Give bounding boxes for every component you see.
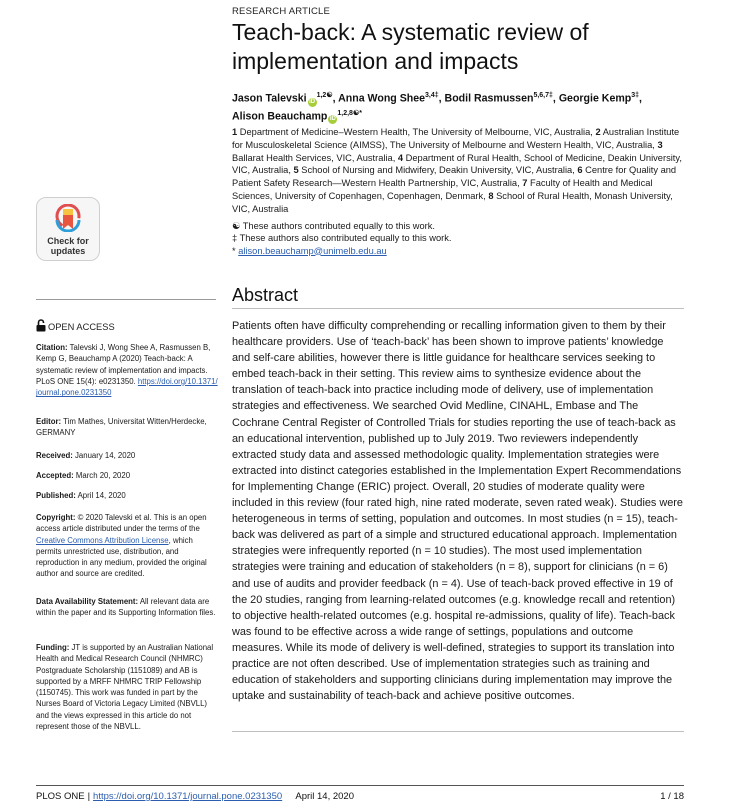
equal-contribution-note: ☯ These authors contributed equally to this work. xyxy=(232,221,435,231)
editor-block xyxy=(36,416,218,439)
footer-separator: | xyxy=(87,791,91,802)
published-date: April 14, 2020 xyxy=(77,491,126,500)
also-equal-note: ‡ These authors also contributed equally to this work. xyxy=(232,233,452,244)
affil-text: Department of Medicine–Western Health, The University of Melbourne, VIC, Australia, xyxy=(239,127,593,137)
footer-doi-link[interactable]: https://doi.org/10.1371/journal.pone.0231350 xyxy=(93,791,283,802)
bookmark-ribbon-icon xyxy=(54,204,82,232)
abstract-heading: Abstract xyxy=(232,285,299,305)
badge-line-2: updates xyxy=(50,246,86,256)
affil-text: School of Nursing and Midwifery, Deakin University, VIC, Australia, xyxy=(301,165,575,176)
open-access-label xyxy=(36,319,115,332)
accepted-date: March 20, 2020 xyxy=(75,471,131,480)
journal-name: PLOS ONE xyxy=(36,791,85,802)
data-availability-block xyxy=(36,596,218,619)
affil-num: 1 xyxy=(232,127,238,137)
author-affil-sup: 1,2☯ xyxy=(316,92,333,99)
affil-num: 3 xyxy=(657,139,663,150)
title-line-2: implementation and impacts xyxy=(232,48,519,74)
copyright-block xyxy=(36,512,218,580)
abstract-text: Patients often have difficulty comprehending or recalling information given to them by their healthcare providers. Use of ‘teach-back’ has been shown to improve patients’ knowledge and self-care abilities, however there is little guidance for healthcare services seeking to embed teach-back in their setting. This review aims to synthesize evidence about the translation of teach-back into practice including mode of delivery, use of implementation strategies and effectiveness. We searched Ovid Medline, CINAHL, Embase and The Cochrane Central Register of Controlled Trials for studies reporting the use of teach-back as an educational intervention, published up to July 2019. Two reviewers independently extracted study data and assessed methodologic quality. Implementation strategies were extracted into distinct categories established in the Implementation Expert Recommendations for Implementing Change (ERIC) project. Overall, 20 studies of moderate quality were included in this review (four rated high, nine rated moderate, seven rated weak). Studies were heterogeneous in terms of setting, population and outcomes. In most studies (n = 15), teach-back was delivered as part of a simple and structured educational approach. Implementation strategies were infrequently reported (n = 10 studies). The most used implementation strategies were training and education of stakeholders (n = 8), support for clinicians (n = 6) and use of audits and provider feedback (n = 4). Use of teach-back proved effective in 19 of the 20 studies, ranging from learning-related outcomes (e.g. knowledge recall and retention) to objective health-related outcomes (e.g. hospital re-admissions, quality of life). Teach-back was found to be effective across a wide range of settings, populations and outcome measures. While its mode of delivery is well-defined, strategies to support its translation into practice are not often described. Use of implementation strategies such as training and education of stakeholders and supporting clinicians during implementation may improve the uptake and sustainability of teach-back and achieve positive outcomes. xyxy=(232,320,683,703)
data-availability-label: Data Availability Statement: xyxy=(36,597,139,606)
affiliations xyxy=(232,126,684,216)
author-affil-sup: 3,4‡ xyxy=(425,92,439,99)
received-date: January 14, 2020 xyxy=(75,451,136,460)
article-type-label: RESEARCH ARTICLE xyxy=(232,6,331,17)
author-name[interactable]: Bodil Rasmussen xyxy=(444,92,534,105)
author-list: Jason Talevski $iD^{1,2☯}$, Anna Wong Shee$^{3,4\ddagger}$, Bodil Rasmussen$^{5,6,7\ddagger}$, Georgie Kemp$^{3\ddagger}$, Alison Beauchamp $iD^{1,2,8☯*}$ xyxy=(232,92,642,123)
received-block xyxy=(36,450,218,461)
check-for-updates-badge[interactable] xyxy=(36,197,100,261)
page-footer xyxy=(36,791,354,802)
received-label: Received: xyxy=(36,451,73,460)
corresponding-email-link[interactable]: alison.beauchamp@unimelb.edu.au xyxy=(238,245,387,256)
accepted-block xyxy=(36,470,218,481)
funding-label: Funding: xyxy=(36,643,70,652)
author-affil-sup: 1,2,8☯ xyxy=(337,109,360,117)
affil-text: Centre for Quality and Patient Safety Research—Western Health Partnership, VIC, Australia, xyxy=(232,165,677,189)
affil-text: Ballarat Health Services, VIC, Australia, xyxy=(232,152,396,163)
abstract-divider-bottom xyxy=(232,731,684,732)
author-name[interactable]: Georgie Kemp xyxy=(558,92,632,105)
accepted-label: Accepted: xyxy=(36,471,74,480)
author-affil-sup: 3‡ xyxy=(631,92,640,99)
orcid-icon[interactable]: iD xyxy=(309,98,316,105)
badge-line-1: Check for xyxy=(47,236,89,246)
article-title xyxy=(232,18,684,76)
editor-label: Editor: xyxy=(36,417,62,426)
editor-text: Tim Mathes, Universitat Witten/Herdecke, GERMANY xyxy=(36,417,207,438)
citation-label: Citation: xyxy=(36,343,68,352)
affil-num: 6 xyxy=(577,165,583,176)
copyright-text: © 2020 Talevski et al. This is an open access article distributed under the terms of the xyxy=(36,513,207,534)
funding-text: JT is supported by an Australian National Health and Medical Research Council (NHMRC) Postgraduate Scholarship (1151089) and AB is supported by a MRFF NHMRC TRIP Fellowship (1150745). This work was funded in part by the Nurses Board of Victoria Legacy Limited (NBVLL) and the views expressed in this article do not represent those of the NBVLL. xyxy=(36,643,214,732)
author-name[interactable]: Anna Wong Shee xyxy=(338,92,426,105)
sidebar-divider xyxy=(36,299,216,300)
copyright-label: Copyright: xyxy=(36,513,76,522)
author-notes xyxy=(232,220,684,257)
corresponding-mark: * xyxy=(232,245,239,256)
published-label: Published: xyxy=(36,491,76,500)
author-name[interactable]: Jason Talevski xyxy=(232,92,307,105)
footer-divider xyxy=(36,785,684,786)
title-line-1: Teach-back: A systematic review of xyxy=(232,19,589,45)
cc-license-link[interactable]: Creative Commons Attribution License xyxy=(36,535,169,545)
citation-block xyxy=(36,342,218,398)
corresponding-mark: * xyxy=(359,109,362,117)
citation-doi-link[interactable]: https://doi.org/10.1371/journal.pone.0231350 xyxy=(36,376,218,398)
corresponding-email-line xyxy=(232,245,684,257)
affil-text: Faculty of Health and Medical Sciences, University of Copenhagen, Copenhagen, Denmark, xyxy=(232,178,653,201)
affil-num: 4 xyxy=(397,152,404,163)
data-availability-text: All relevant data are within the paper and its Supporting Information files. xyxy=(36,597,216,618)
copyright-text-cont: , which permits unrestricted use, distribution, and reproduction in any medium, provided the original author and source are credited. xyxy=(36,535,207,579)
affil-num: 2 xyxy=(595,127,601,137)
affil-text: Australian Institute for Musculoskeletal Science (AIMSS), The University of Melbourne and Western Health, VIC, Australia, xyxy=(232,127,680,150)
affil-num: 7 xyxy=(522,178,528,189)
affil-num: 5 xyxy=(293,165,299,176)
published-block xyxy=(36,490,218,501)
affil-text: School of Rural Health, Monash University, VIC, Australia xyxy=(232,190,673,214)
page-number: 1 / 18 xyxy=(660,791,684,802)
affil-num: 8 xyxy=(488,190,494,201)
funding-block xyxy=(36,642,218,732)
footer-date: April 14, 2020 xyxy=(295,791,354,802)
orcid-icon[interactable]: iD xyxy=(329,116,336,123)
open-lock-icon xyxy=(36,319,46,332)
abstract-body xyxy=(232,318,684,704)
citation-text: Talevski J, Wong Shee A, Rasmussen B, Kemp G, Beauchamp A (2020) Teach-back: A systematic review of implementation and impacts. PLoS ONE 15(4): e0231350. xyxy=(36,343,211,386)
abstract-divider-top xyxy=(232,308,684,309)
author-affil-sup: 5,6,7‡ xyxy=(533,92,553,99)
open-access-text: OPEN ACCESS xyxy=(48,322,115,332)
author-name[interactable]: Alison Beauchamp xyxy=(232,110,328,123)
affil-text: Department of Rural Health, School of Medicine, Deakin University, VIC, Australia, xyxy=(232,152,682,176)
